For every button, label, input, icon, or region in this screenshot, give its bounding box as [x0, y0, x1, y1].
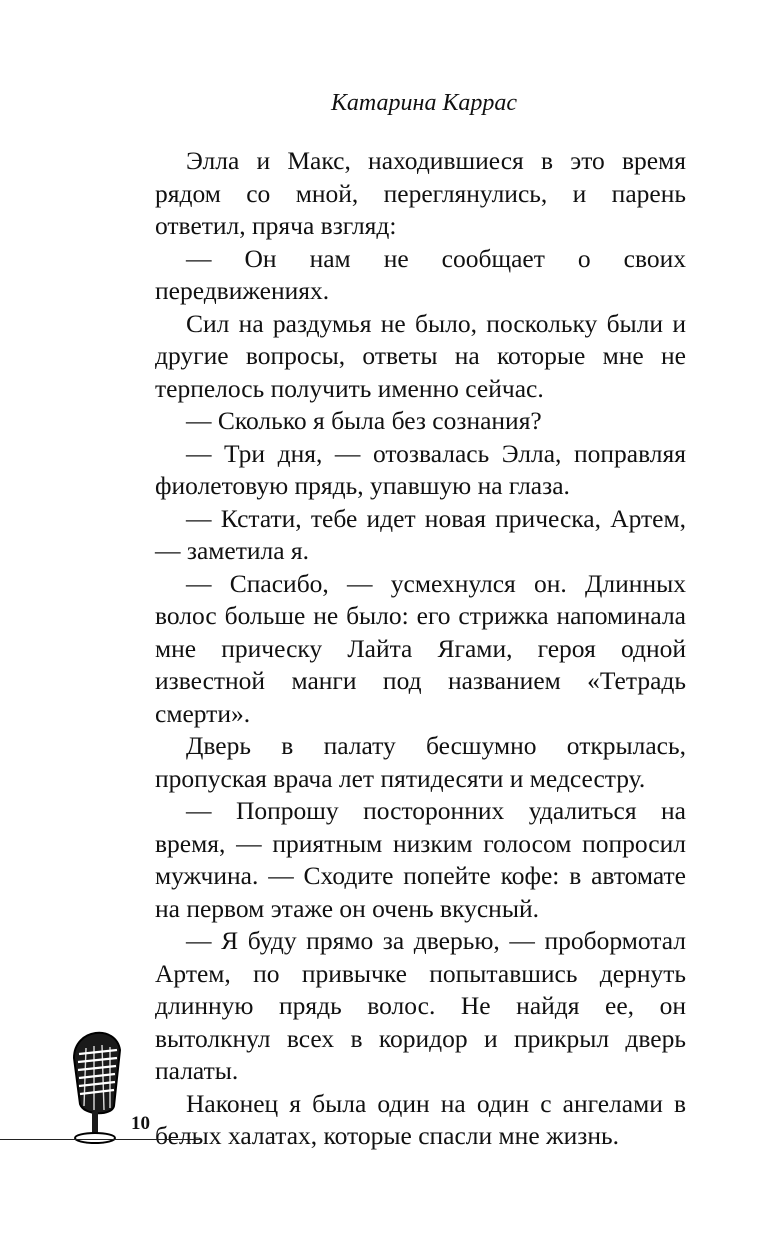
- paragraph: — Я буду прямо за дверью, — пробормотал Артем, по привычке попытавшись дернуть длинную прядь волос. Не найдя ее, он вытолкнул всех в коридор и прикрыл дверь палаты.: [155, 926, 686, 1085]
- page-number: 10: [131, 1113, 150, 1134]
- paragraph: — Кстати, тебе идет новая прическа, Артем, — заметила я.: [155, 503, 686, 565]
- body-text: [155, 145, 686, 1153]
- paragraph: — Спасибо, — усмехнулся он. Длинных волос больше не было: его стрижка напоминала мне прическу Лайта Ягами, героя одной известной манги под названием «Тетрадь смерти».: [155, 568, 686, 728]
- paragraph: Наконец я была один на один с ангелами в белых халатах, которые спасли мне жизнь.: [155, 1088, 686, 1150]
- paragraph: — Три дня, — отозвалась Элла, поправляя фиолетовую прядь, упавшую на глаза.: [155, 438, 686, 500]
- footer-rule: [0, 1139, 200, 1140]
- paragraph: Дверь в палату бесшумно открылась, пропуская врача лет пятидесяти и медсестру.: [155, 731, 686, 793]
- paragraph: — Попрошу посторонних удалиться на время, — приятным низким голосом попросил мужчина. — Сходите попейте кофе: в автомате на первом этаже он очень вкусный.: [155, 796, 686, 923]
- paragraph: — Он нам не сообщает о своих передвижениях.: [155, 243, 686, 305]
- running-head: Катарина Каррас: [330, 90, 518, 116]
- paragraph: Элла и Макс, находившиеся в это время рядом со мной, переглянулись, и парень ответил, пряча взгляд:: [155, 146, 686, 240]
- paragraph: — Сколько я была без сознания?: [186, 406, 542, 435]
- paragraph: Сил на раздумья не было, поскольку были и другие вопросы, ответы на которые мне не терпелось получить именно сейчас.: [155, 308, 686, 403]
